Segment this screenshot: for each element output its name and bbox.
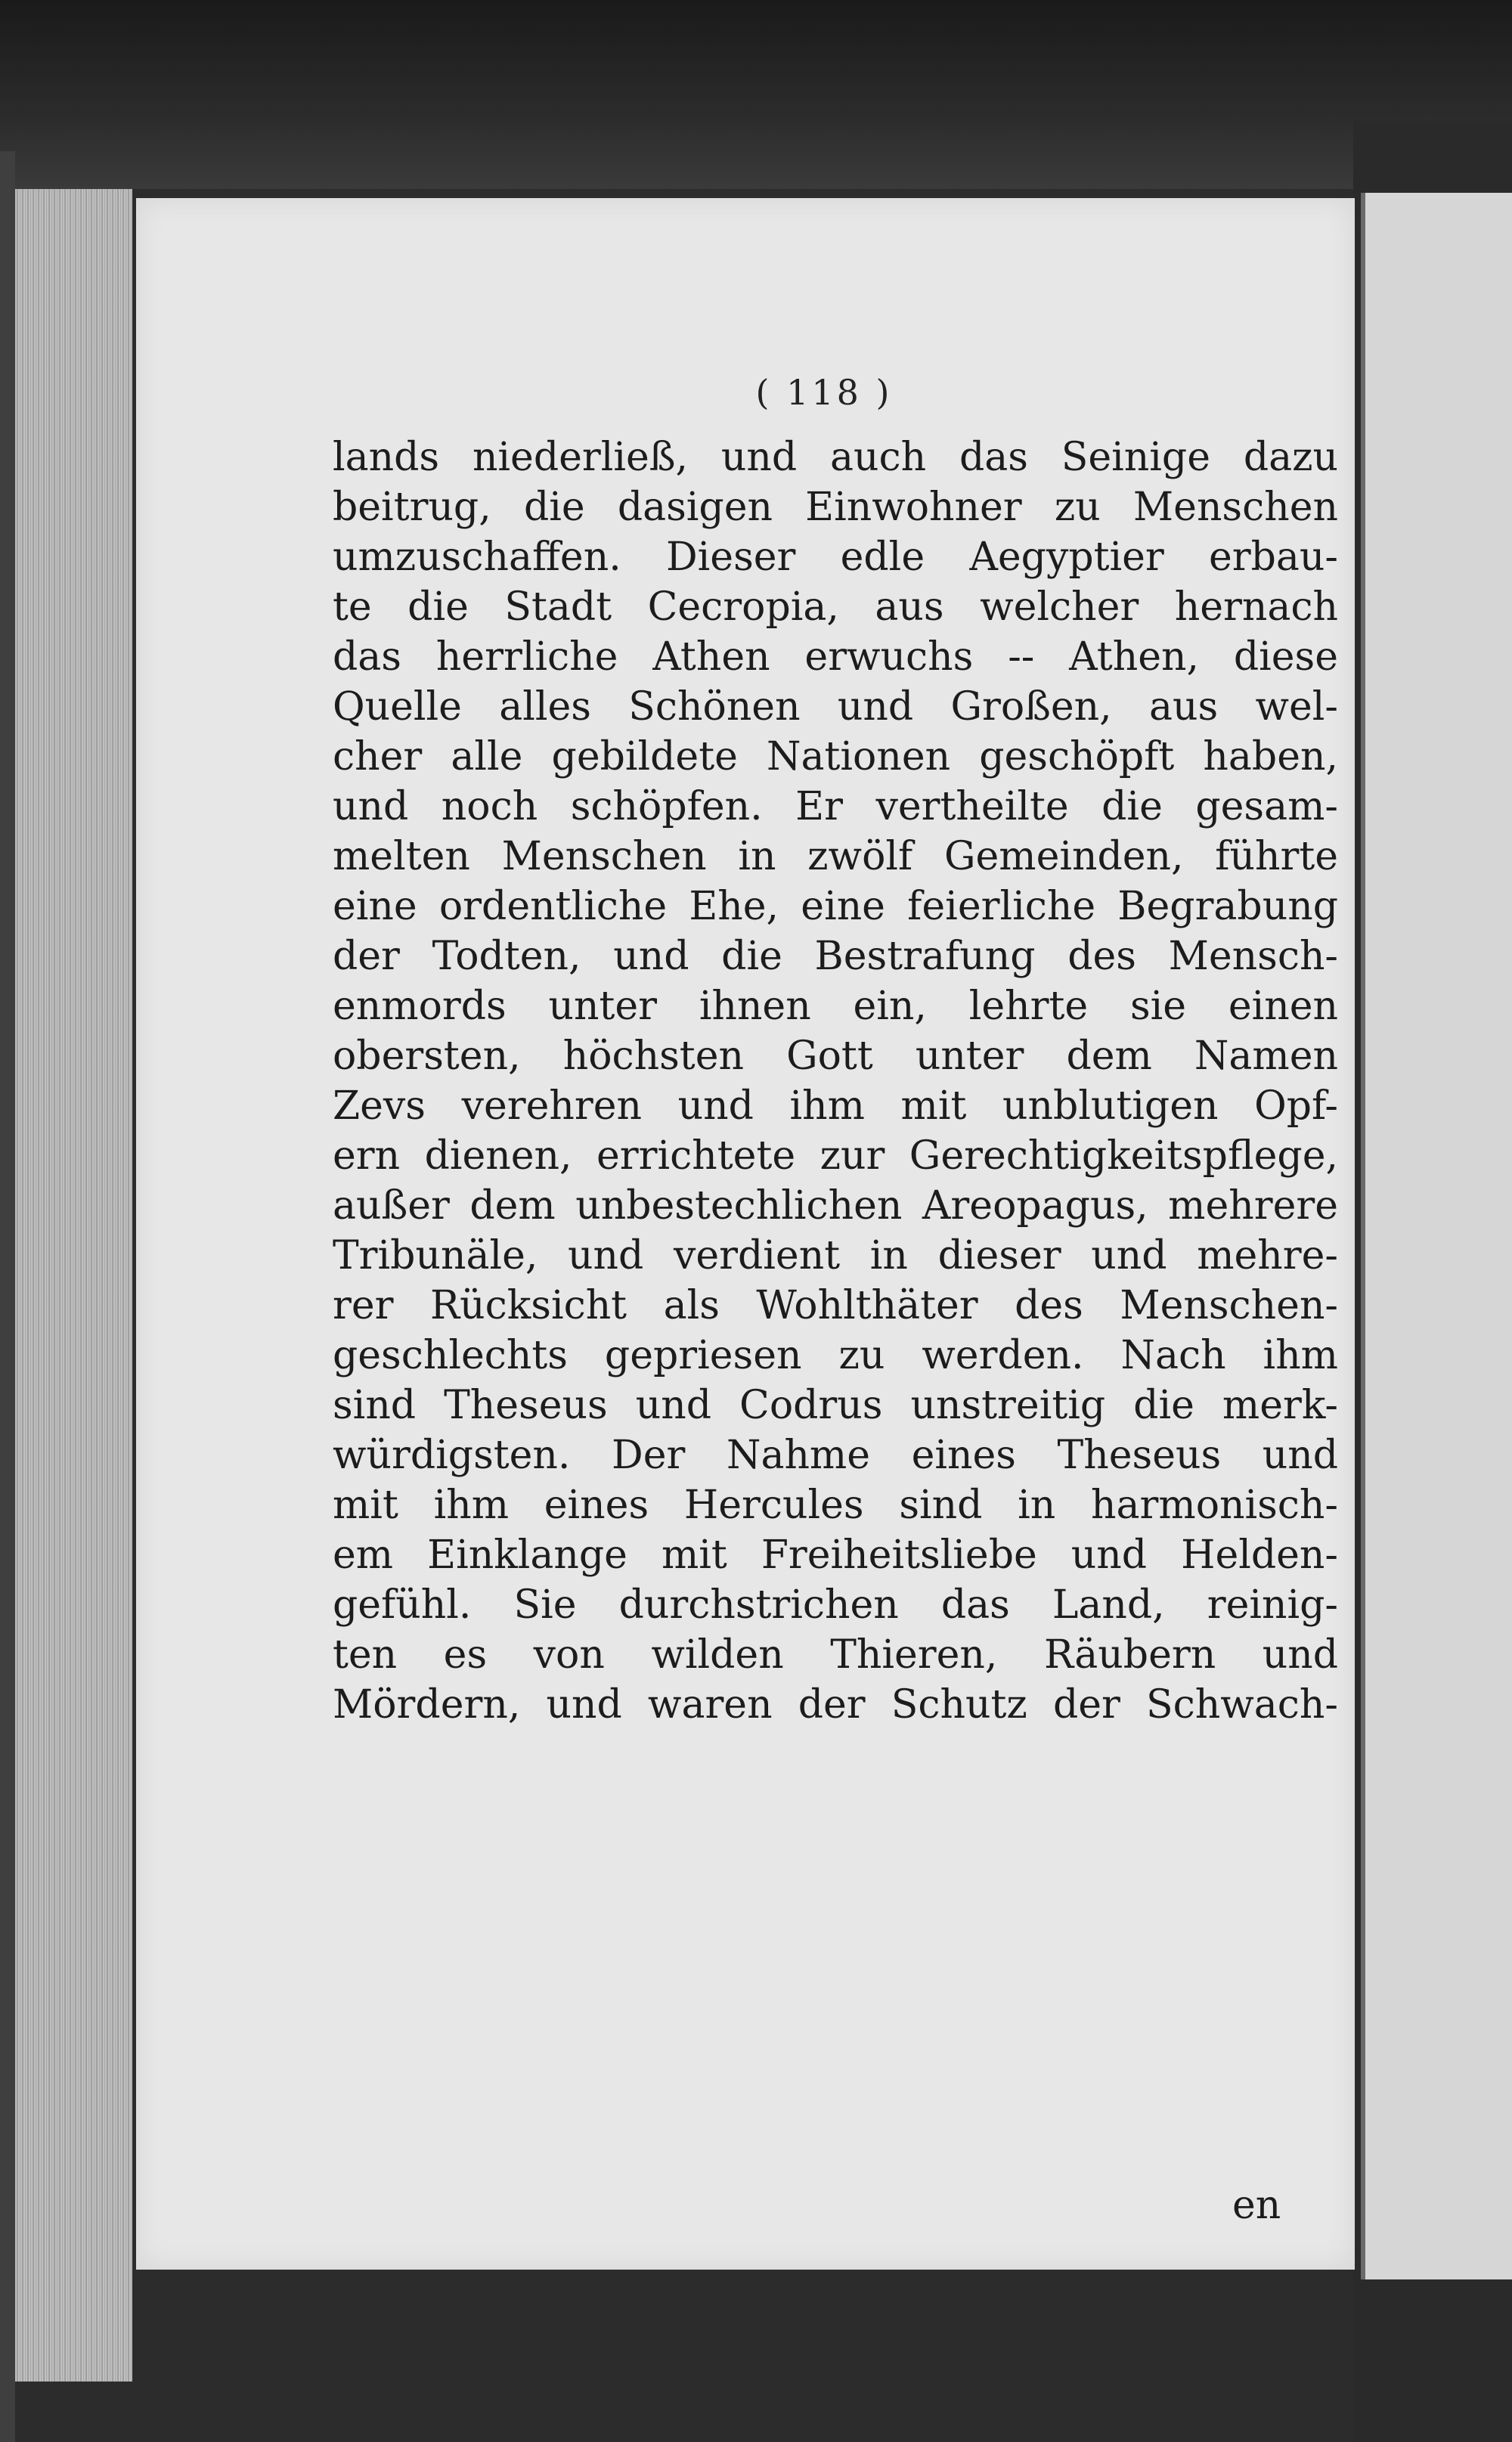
text-line: und noch schöpfen. Er vertheilte die gesam- — [333, 784, 1338, 829]
text-line: melten Menschen in zwölf Gemeinden, führte — [333, 834, 1338, 879]
text-line: beitrug, die dasigen Einwohner zu Menschen — [333, 485, 1338, 530]
text-line: te die Stadt Cecropia, aus welcher hernach — [333, 584, 1338, 630]
catchword: en — [1232, 2183, 1281, 2228]
text-line: ten es von wilden Thieren, Räubern und — [333, 1632, 1338, 1678]
text-line: der Todten, und die Bestrafung des Mensch- — [333, 934, 1338, 979]
text-line: würdigsten. Der Nahme eines Theseus und — [333, 1433, 1338, 1478]
text-line: außer dem unbestechlichen Areopagus, mehrere — [333, 1183, 1338, 1229]
text-line: ern dienen, errichtete zur Gerechtigkeitspflege, — [333, 1133, 1338, 1179]
text-line: rer Rücksicht als Wohlthäter des Menschen- — [333, 1283, 1338, 1328]
text-line: mit ihm eines Hercules sind in harmonisch- — [333, 1483, 1338, 1528]
page-edges — [15, 189, 132, 2382]
text-line: umzuschaffen. Dieser edle Aegyptier erbau- — [333, 535, 1338, 580]
book-top-edge — [0, 0, 1512, 189]
body-text — [333, 432, 1338, 1730]
text-line: enmords unter ihnen ein, lehrte sie einen — [333, 984, 1338, 1029]
text-line: sind Theseus und Codrus unstreitig die merk- — [333, 1383, 1338, 1428]
text-line: em Einklange mit Freiheitsliebe und Helden- — [333, 1532, 1338, 1578]
text-line: gefühl. Sie durchstrichen das Land, reinig- — [333, 1582, 1338, 1628]
book-cover-left — [0, 151, 15, 2442]
text-line: obersten, höchsten Gott unter dem Namen — [333, 1034, 1338, 1079]
text-line: cher alle gebildete Nationen geschöpft haben, — [333, 734, 1338, 779]
text-line: geschlechts gepriesen zu werden. Nach ihm — [333, 1333, 1338, 1378]
text-line: Tribunäle, und verdient in dieser und mehre- — [333, 1233, 1338, 1278]
book-page — [136, 198, 1355, 2270]
text-line: Quelle alles Schönen und Großen, aus wel- — [333, 684, 1338, 730]
facing-page — [1361, 193, 1512, 2279]
text-line: Zevs verehren und ihm mit unblutigen Opf- — [333, 1083, 1338, 1129]
text-line: Mördern, und waren der Schutz der Schwach- — [333, 1682, 1338, 1728]
page-number: ( 118 ) — [755, 372, 893, 413]
text-line: eine ordentliche Ehe, eine feierliche Begrabung — [333, 884, 1338, 929]
text-line: lands niederließ, und auch das Seinige dazu — [333, 435, 1338, 480]
text-line: das herrliche Athen erwuchs -- Athen, diese — [333, 634, 1338, 680]
